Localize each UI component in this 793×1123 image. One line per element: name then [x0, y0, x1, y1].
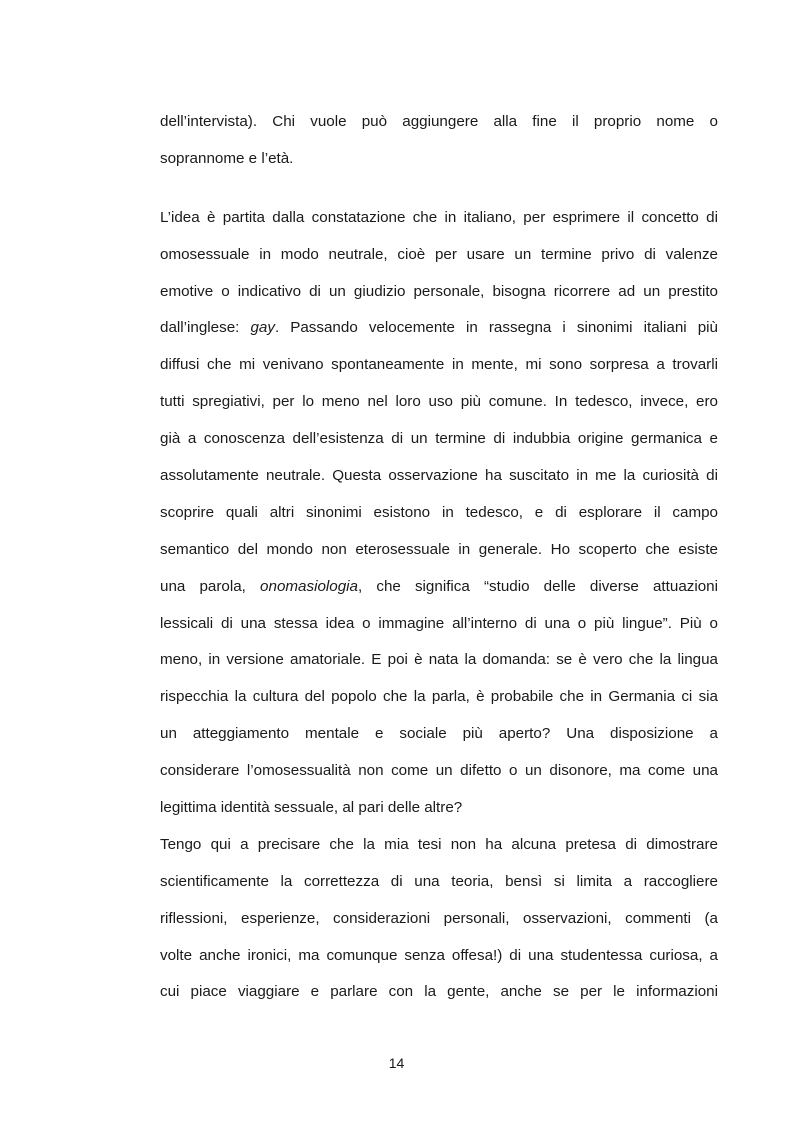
- text-line: omosessuale in modo neutrale, cioè per usare un termine privo di valenze: [160, 245, 718, 263]
- text-line: scoprire quali altri sinonimi esistono in tedesco, e di esplorare il campo: [160, 503, 718, 521]
- text-run: una parola,: [160, 577, 261, 595]
- text-line: dell’intervista). Chi vuole può aggiungere alla fine il proprio nome o: [160, 113, 718, 130]
- paragraph-2: [160, 200, 718, 827]
- text-line: soprannome e l’età.: [160, 149, 294, 167]
- paragraph-1: [160, 104, 718, 178]
- text-line: lessicali di una stessa idea o immagine all’interno di una o più lingue”. Più o: [160, 614, 718, 632]
- text-line: [160, 569, 718, 606]
- text-line: considerare l’omosessualità non come un difetto o un disonore, ma come una: [160, 762, 718, 780]
- text-line: Tengo qui a precisare che la mia tesi non ha alcuna pretesa di dimostrare: [160, 835, 718, 853]
- italic-term-onomasiologia: onomasiologia: [260, 577, 358, 595]
- text-line: già a conoscenza dell’esistenza di un termine di indubbia origine germanica e: [160, 430, 718, 448]
- text-line: assolutamente neutrale. Questa osservazione ha suscitato in me la curiosità di: [160, 467, 718, 485]
- text-line: scientificamente la correttezza di una teoria, bensì si limita a raccogliere: [160, 872, 718, 890]
- text-line: diffusi che mi venivano spontaneamente in mente, mi sono sorpresa a trovarli: [160, 356, 718, 374]
- text-line: semantico del mondo non eterosessuale in generale. Ho scoperto che esiste: [160, 540, 718, 558]
- text-line: emotive o indicativo di un giudizio personale, bisogna ricorrere ad un prestito: [160, 282, 718, 300]
- page-number: 14: [388, 1055, 405, 1071]
- body-text: [160, 104, 718, 1011]
- text-line: volte anche ironici, ma comunque senza offesa!) di una studentessa curiosa, a: [160, 946, 718, 964]
- italic-term-gay: gay: [250, 319, 275, 337]
- text-line: tutti spregiativi, per lo meno nel loro uso più comune. In tedesco, invece, ero: [160, 393, 718, 411]
- text-line: [160, 310, 718, 347]
- text-line: meno, in versione amatoriale. E poi è nata la domanda: se è vero che la lingua: [160, 651, 718, 669]
- text-line: rispecchia la cultura del popolo che la parla, è probabile che in Germania ci sia: [160, 688, 718, 706]
- text-line: riflessioni, esperienze, considerazioni personali, osservazioni, commenti (a: [160, 909, 718, 927]
- text-line: cui piace viaggiare e parlare con la gente, anche se per le informazioni: [160, 983, 718, 1001]
- text-line: legittima identità sessuale, al pari delle altre?: [160, 799, 463, 817]
- text-run: dall’inglese:: [160, 319, 251, 337]
- paragraph-3: [160, 827, 718, 1011]
- text-run: . Passando velocemente in rassegna i sinonimi italiani più: [274, 319, 719, 337]
- text-line: un atteggiamento mentale e sociale più aperto? Una disposizione a: [160, 725, 718, 743]
- text-run: , che significa “studio delle diverse attuazioni: [358, 577, 718, 595]
- text-line: L’idea è partita dalla constatazione che in italiano, per esprimere il concetto di: [160, 208, 718, 226]
